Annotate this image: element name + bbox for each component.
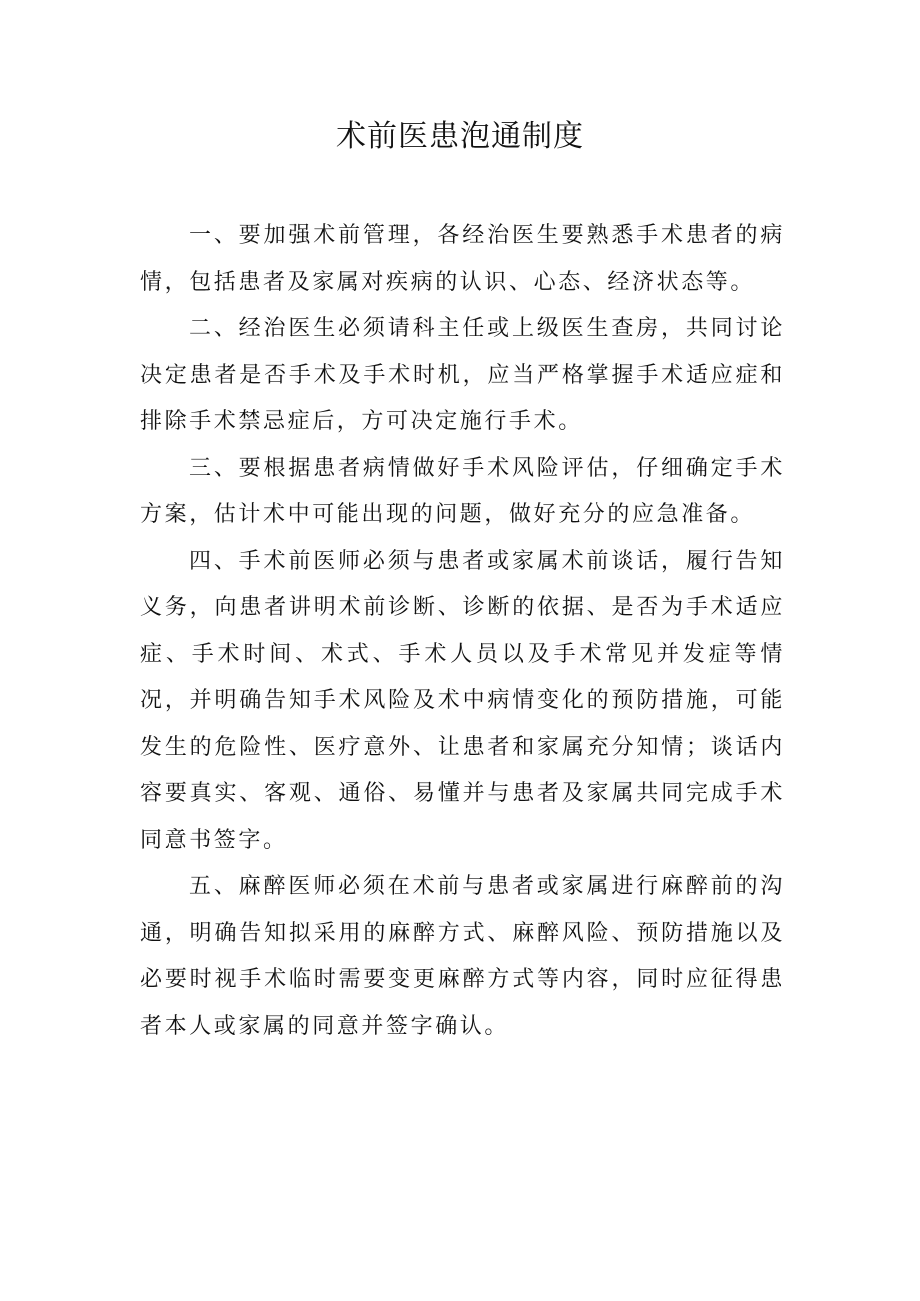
paragraph-4: 四、手术前医师必须与患者或家属术前谈话，履行告知义务，向患者讲明术前诊断、诊断的依据、是否为手术适应症、手术时间、术式、手术人员以及手术常见并发症等情况，并明确告知手术风险及术中病情变化的预防措施，可能发生的危险性、医疗意外、让患者和家属充分知情；谈话内容要真实、客观、通俗、易懂并与患者及家属共同完成手术同意书签字。 [140,548,785,853]
page-title: 术前医患泡通制度 [336,119,584,154]
paragraph-3: 三、要根据患者病情做好手术风险评估，仔细确定手术方案，估计术中可能出现的问题，做好充分的应急准备。 [140,455,785,527]
document-body [140,213,785,1050]
paragraph-2: 二、经治医生必须请科主任或上级医生查房，共同讨论决定患者是否手术及手术时机，应当严格掌握手术适应症和排除手术禁忌症后，方可决定施行手术。 [140,316,785,434]
paragraph-5: 五、麻醉医师必须在术前与患者或家属进行麻醉前的沟通，明确告知拟采用的麻醉方式、麻醉风险、预防措施以及必要时视手术临时需要变更麻醉方式等内容，同时应征得患者本人或家属的同意并签字确认。 [140,874,785,1039]
paragraph-1: 一、要加强术前管理，各经治医生要熟悉手术患者的病情，包括患者及家属对疾病的认识、心态、经济状态等。 [140,223,785,295]
